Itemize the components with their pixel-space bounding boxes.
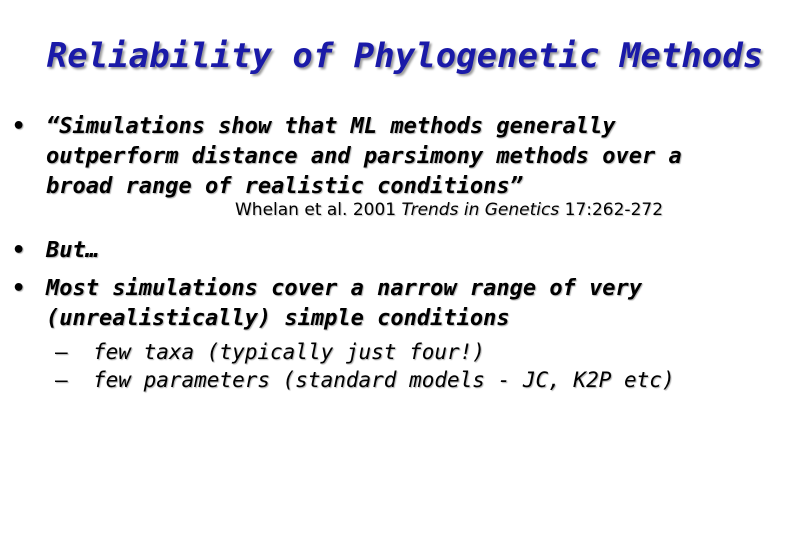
quote-text: “Simulations show that ML methods generally outperform distance and parsimony methods over a broad range of realistic conditions”	[46, 114, 682, 199]
sub-bullet-text: few parameters (standard models - JC, K2P etc)	[93, 368, 675, 392]
sub-bullet-item	[55, 340, 485, 364]
bullet-marker: •	[12, 114, 26, 139]
citation	[235, 200, 663, 220]
dash-marker: –	[55, 368, 68, 392]
sub-bullet-item	[55, 368, 675, 392]
bullet-marker: •	[12, 238, 26, 263]
slide-title: Reliability of Phylogenetic Methods	[46, 36, 764, 76]
bullet-text: Most simulations cover a narrow range of very (unrealistically) simple conditions	[46, 276, 643, 331]
bullet-text: But…	[46, 238, 99, 263]
sub-bullet-text: few taxa (typically just four!)	[93, 340, 485, 364]
bullet-item	[12, 274, 642, 334]
citation-ref: 17:262-272	[559, 200, 664, 220]
bullet-marker: •	[12, 276, 26, 301]
citation-journal: Trends in Genetics	[401, 200, 560, 220]
quote-bullet-row	[12, 112, 682, 202]
bullet-item	[12, 236, 99, 266]
citation-authors: Whelan et al. 2001	[235, 200, 402, 220]
dash-marker: –	[55, 340, 68, 364]
